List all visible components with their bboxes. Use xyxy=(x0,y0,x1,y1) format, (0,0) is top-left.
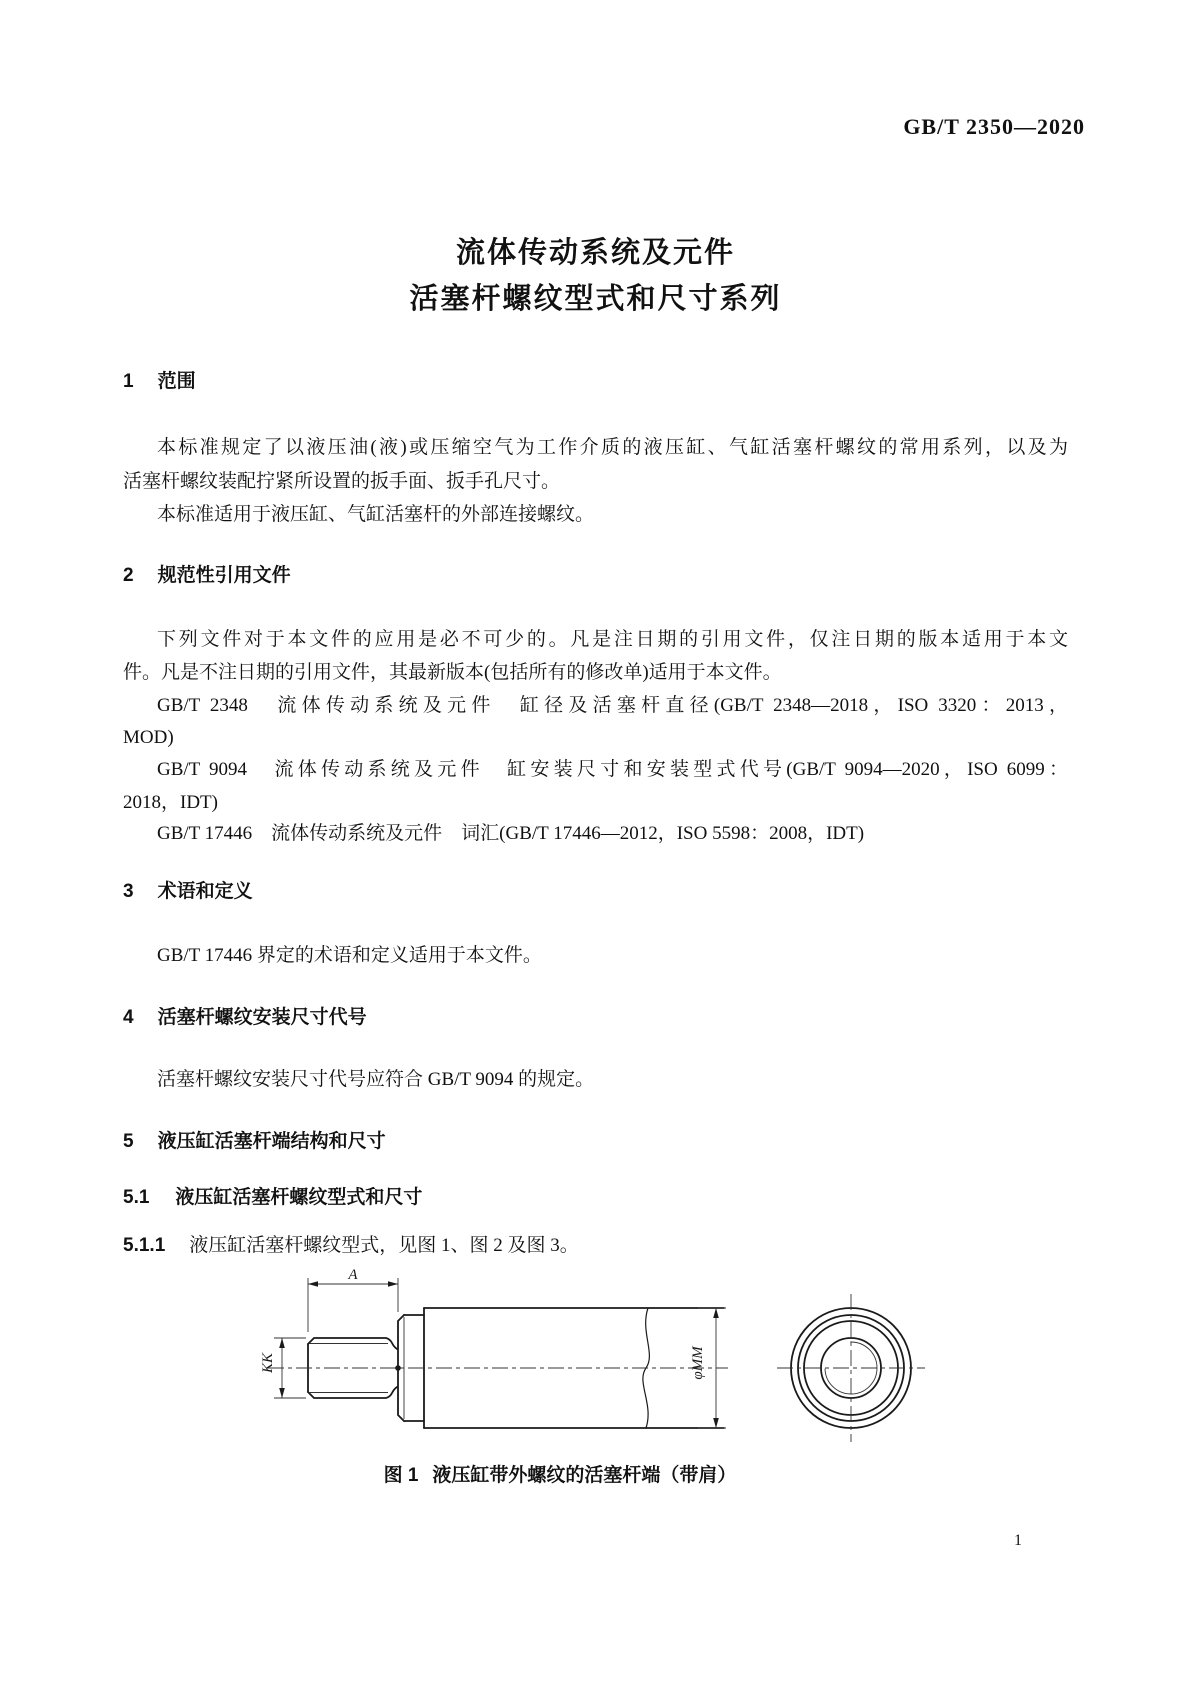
dim-mm-arrow-top xyxy=(713,1308,719,1318)
section-1-heading xyxy=(123,368,196,395)
section-1-title: 范围 xyxy=(157,371,196,392)
doc-title-line1: 流体传动系统及元件 xyxy=(455,237,735,269)
reference-gbt2348-line2: MOD) xyxy=(123,727,174,748)
dim-a-arrow-left xyxy=(308,1281,318,1287)
dim-mm-arrow-bottom xyxy=(713,1418,719,1428)
dim-kk-arrow-top xyxy=(279,1338,285,1348)
doc-title-line2: 活塞杆螺纹型式和尺寸系列 xyxy=(409,283,782,315)
figure-1-caption-text: 液压缸带外螺纹的活塞杆端（带肩） xyxy=(432,1465,737,1486)
section-5-1-title: 液压缸活塞杆螺纹型式和尺寸 xyxy=(175,1187,423,1208)
reference-gbt2348-line1: GB/T 2348 流体传动系统及元件 缸径及活塞杆直径(GB/T 2348—2018，ISO 3320：2013， xyxy=(157,695,1068,716)
clause-5-1-1-text: 液压缸活塞杆螺纹型式，见图 1、图 2 及图 3。 xyxy=(189,1235,579,1256)
dim-label-a: A xyxy=(348,1267,358,1283)
section-2-title: 规范性引用文件 xyxy=(157,565,291,586)
dim-kk-arrow-bottom xyxy=(279,1388,285,1398)
reference-gbt17446: GB/T 17446 流体传动系统及元件 词汇(GB/T 17446—2012，ISO 5598：2008，IDT) xyxy=(157,823,865,844)
dim-label-mm: φMM xyxy=(690,1346,706,1380)
piston-rod-drawing xyxy=(228,1262,950,1458)
paragraph-applicability: 本标准适用于液压缸、气缸活塞杆的外部连接螺纹。 xyxy=(157,504,595,525)
figure-1-caption xyxy=(60,1460,1060,1487)
section-3-title: 术语和定义 xyxy=(157,881,253,902)
reference-gbt9094-line1: GB/T 9094 流体传动系统及元件 缸安装尺寸和安装型式代号(GB/T 9094—2020，ISO 6099： xyxy=(157,759,1068,780)
section-5-title: 液压缸活塞杆端结构和尺寸 xyxy=(157,1131,386,1152)
reference-gbt9094-line2: 2018，IDT) xyxy=(123,792,218,813)
paragraph-terms: GB/T 17446 界定的术语和定义适用于本文件。 xyxy=(157,945,542,966)
section-5-heading xyxy=(123,1128,386,1155)
section-5-number: 5 xyxy=(123,1131,134,1152)
paragraph-mounting-code: 活塞杆螺纹安装尺寸代号应符合 GB/T 9094 的规定。 xyxy=(157,1069,595,1090)
section-5-1-heading xyxy=(123,1184,422,1211)
dim-a-arrow-right xyxy=(388,1281,398,1287)
figure-1-drawing xyxy=(228,1262,950,1458)
section-3-heading xyxy=(123,878,253,905)
clause-5-1-1-number: 5.1.1 xyxy=(123,1235,166,1256)
section-2-number: 2 xyxy=(123,565,134,586)
figure-1-caption-number: 图 1 xyxy=(383,1465,419,1486)
page-number: 1 xyxy=(1014,1532,1022,1549)
paragraph-references-line2: 件。凡是不注日期的引用文件，其最新版本(包括所有的修改单)适用于本文件。 xyxy=(123,662,782,683)
section-4-title: 活塞杆螺纹安装尺寸代号 xyxy=(157,1007,367,1028)
section-5-1-number: 5.1 xyxy=(123,1187,150,1208)
section-3-number: 3 xyxy=(123,881,134,902)
dim-label-kk: KK xyxy=(260,1352,276,1374)
section-1-number: 1 xyxy=(123,371,134,392)
centerline-node-dot xyxy=(395,1365,401,1371)
paragraph-scope-line2: 活塞杆螺纹装配拧紧所设置的扳手面、扳手孔尺寸。 xyxy=(123,471,561,492)
section-4-number: 4 xyxy=(123,1007,134,1028)
section-2-heading xyxy=(123,562,291,589)
paragraph-scope-line1: 本标准规定了以液压油(液)或压缩空气为工作介质的液压缸、气缸活塞杆螺纹的常用系列，以及为 xyxy=(157,437,1068,458)
clause-5-1-1 xyxy=(123,1232,1068,1259)
paragraph-references-line1: 下列文件对于本文件的应用是必不可少的。凡是注日期的引用文件，仅注日期的版本适用于本文 xyxy=(157,629,1068,650)
section-4-heading xyxy=(123,1004,367,1031)
standard-code: GB/T 2350—2020 xyxy=(903,114,1085,139)
